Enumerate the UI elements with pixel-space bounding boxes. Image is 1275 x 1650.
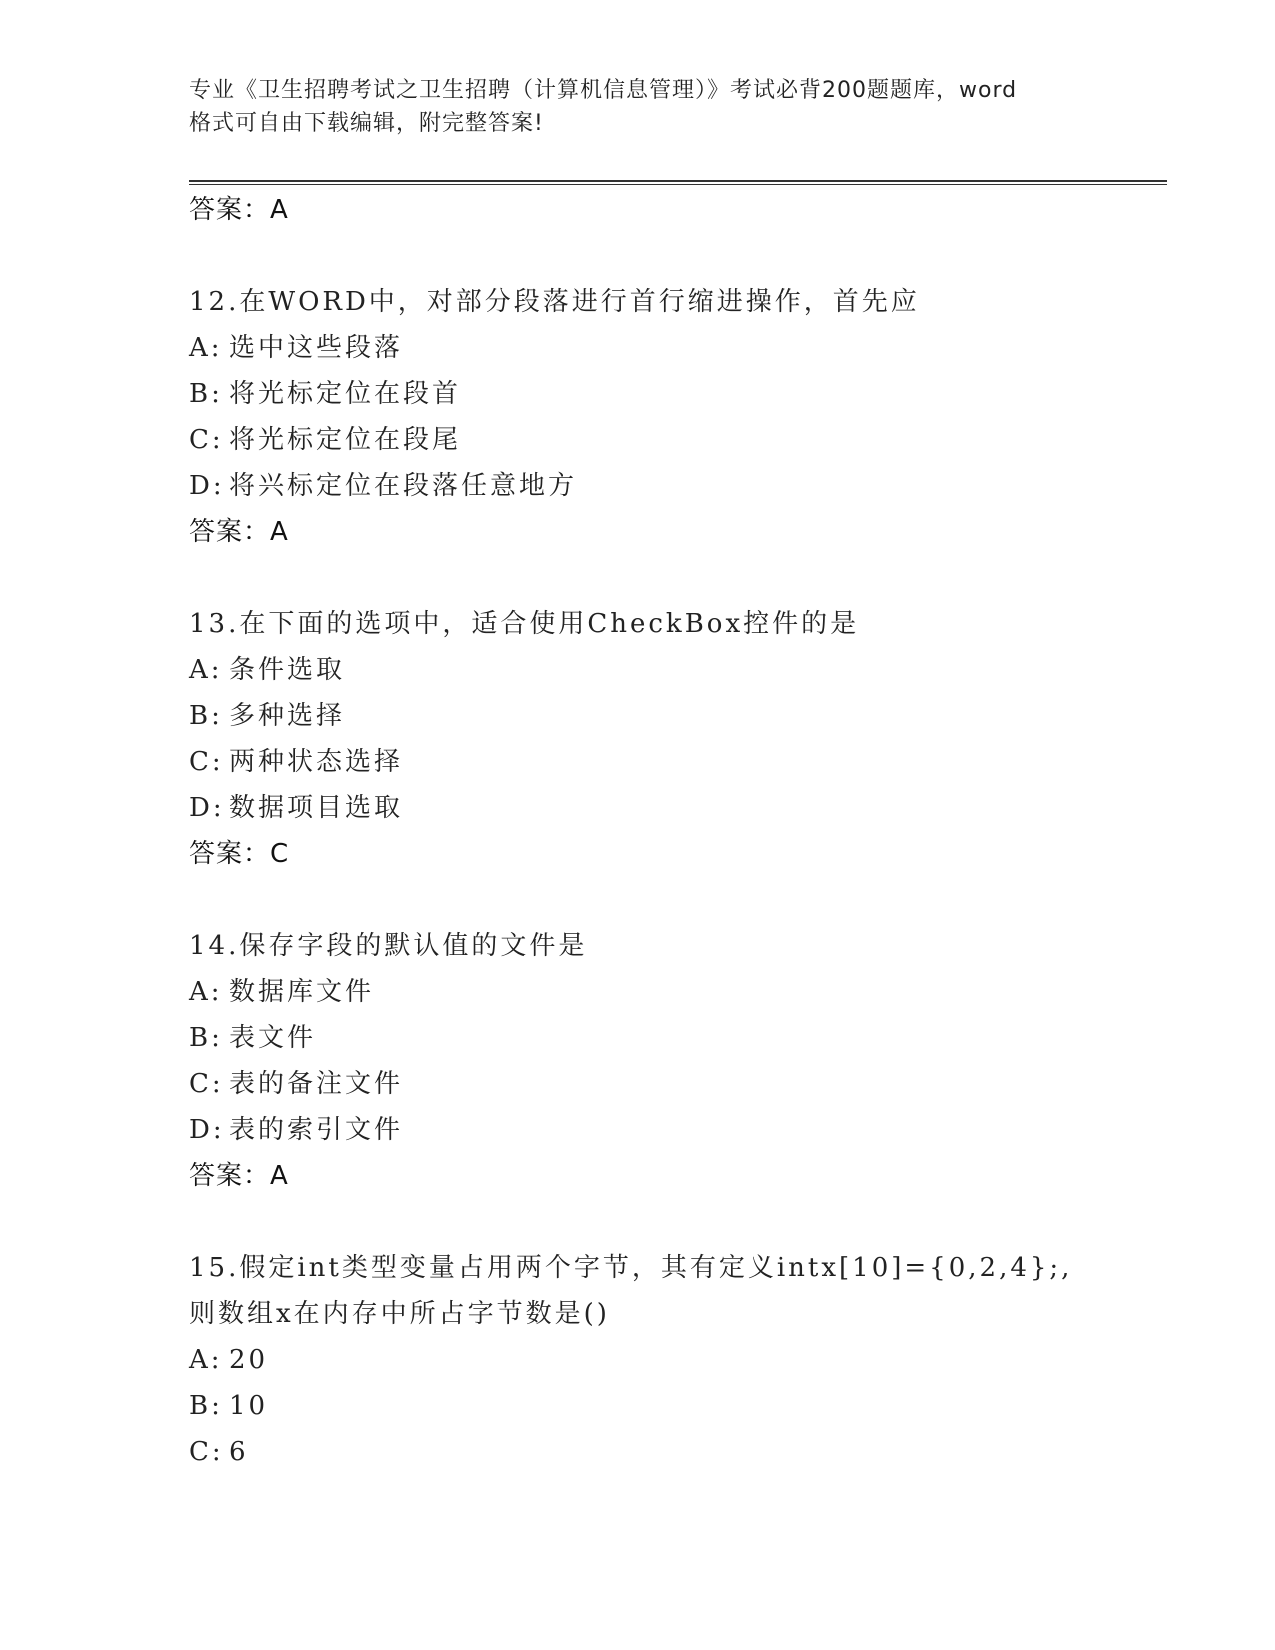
question-list bbox=[189, 187, 1149, 1475]
option-d bbox=[189, 1107, 1149, 1153]
option-a bbox=[189, 1337, 1149, 1383]
spacer bbox=[189, 555, 1149, 601]
question-text: 14.保存字段的默认值的文件是 bbox=[189, 931, 588, 961]
option-b bbox=[189, 693, 1149, 739]
question-text-line-2: 则数组x在内存中所占字节数是() bbox=[189, 1299, 610, 1329]
option-text: 表的索引文件 bbox=[229, 1115, 404, 1145]
header-divider bbox=[189, 180, 1167, 185]
option-d bbox=[189, 785, 1149, 831]
option-letter: A: bbox=[189, 655, 223, 685]
option-text: 6 bbox=[229, 1437, 249, 1467]
option-a bbox=[189, 647, 1149, 693]
option-letter: D: bbox=[189, 1115, 225, 1145]
option-c bbox=[189, 739, 1149, 785]
option-text: 将光标定位在段尾 bbox=[229, 425, 462, 455]
header-line-1: 专业《卫生招聘考试之卫生招聘（计算机信息管理）》考试必背200题题库，word bbox=[189, 78, 1018, 103]
option-text: 数据库文件 bbox=[229, 977, 375, 1007]
question-block-12 bbox=[189, 279, 1149, 555]
option-text: 10 bbox=[229, 1391, 269, 1421]
option-letter: D: bbox=[189, 793, 225, 823]
option-text: 将兴标定位在段落任意地方 bbox=[229, 471, 578, 501]
option-text: 两种状态选择 bbox=[229, 747, 404, 777]
option-letter: C: bbox=[189, 425, 224, 455]
option-letter: D: bbox=[189, 471, 225, 501]
answer-line: 答案：A bbox=[189, 195, 289, 225]
question-block-15 bbox=[189, 1245, 1149, 1475]
option-text: 将光标定位在段首 bbox=[229, 379, 462, 409]
option-c bbox=[189, 1061, 1149, 1107]
option-a bbox=[189, 325, 1149, 371]
option-b bbox=[189, 371, 1149, 417]
option-b bbox=[189, 1015, 1149, 1061]
option-letter: B: bbox=[189, 701, 223, 731]
question-block-13 bbox=[189, 601, 1149, 877]
option-text: 表文件 bbox=[229, 1023, 317, 1053]
question-text: 12.在WORD中，对部分段落进行首行缩进操作，首先应 bbox=[189, 287, 920, 317]
option-letter: C: bbox=[189, 1437, 224, 1467]
option-text: 条件选取 bbox=[229, 655, 346, 685]
option-letter: A: bbox=[189, 1345, 223, 1375]
header-line-2: 格式可自由下载编辑，附完整答案! bbox=[189, 111, 544, 136]
option-d bbox=[189, 463, 1149, 509]
option-letter: A: bbox=[189, 333, 223, 363]
option-c bbox=[189, 417, 1149, 463]
option-text: 20 bbox=[229, 1345, 269, 1375]
option-text: 数据项目选取 bbox=[229, 793, 404, 823]
question-text: 13.在下面的选项中，适合使用CheckBox控件的是 bbox=[189, 609, 860, 639]
option-letter: B: bbox=[189, 379, 223, 409]
answer-line: 答案：C bbox=[189, 839, 290, 869]
option-letter: C: bbox=[189, 747, 224, 777]
answer-line: 答案：A bbox=[189, 1161, 289, 1191]
spacer bbox=[189, 877, 1149, 923]
question-block-14 bbox=[189, 923, 1149, 1199]
option-text: 表的备注文件 bbox=[229, 1069, 404, 1099]
option-letter: B: bbox=[189, 1391, 223, 1421]
option-text: 选中这些段落 bbox=[229, 333, 404, 363]
document-header bbox=[189, 74, 1109, 140]
option-b bbox=[189, 1383, 1149, 1429]
option-text: 多种选择 bbox=[229, 701, 346, 731]
question-text-line-1: 15.假定int类型变量占用两个字节，其有定义intx[10]={0,2,4};, bbox=[189, 1253, 1073, 1283]
spacer bbox=[189, 1199, 1149, 1245]
option-letter: C: bbox=[189, 1069, 224, 1099]
option-a bbox=[189, 969, 1149, 1015]
option-letter: B: bbox=[189, 1023, 223, 1053]
spacer bbox=[189, 233, 1149, 279]
answer-line: 答案：A bbox=[189, 517, 289, 547]
option-c bbox=[189, 1429, 1149, 1475]
option-letter: A: bbox=[189, 977, 223, 1007]
